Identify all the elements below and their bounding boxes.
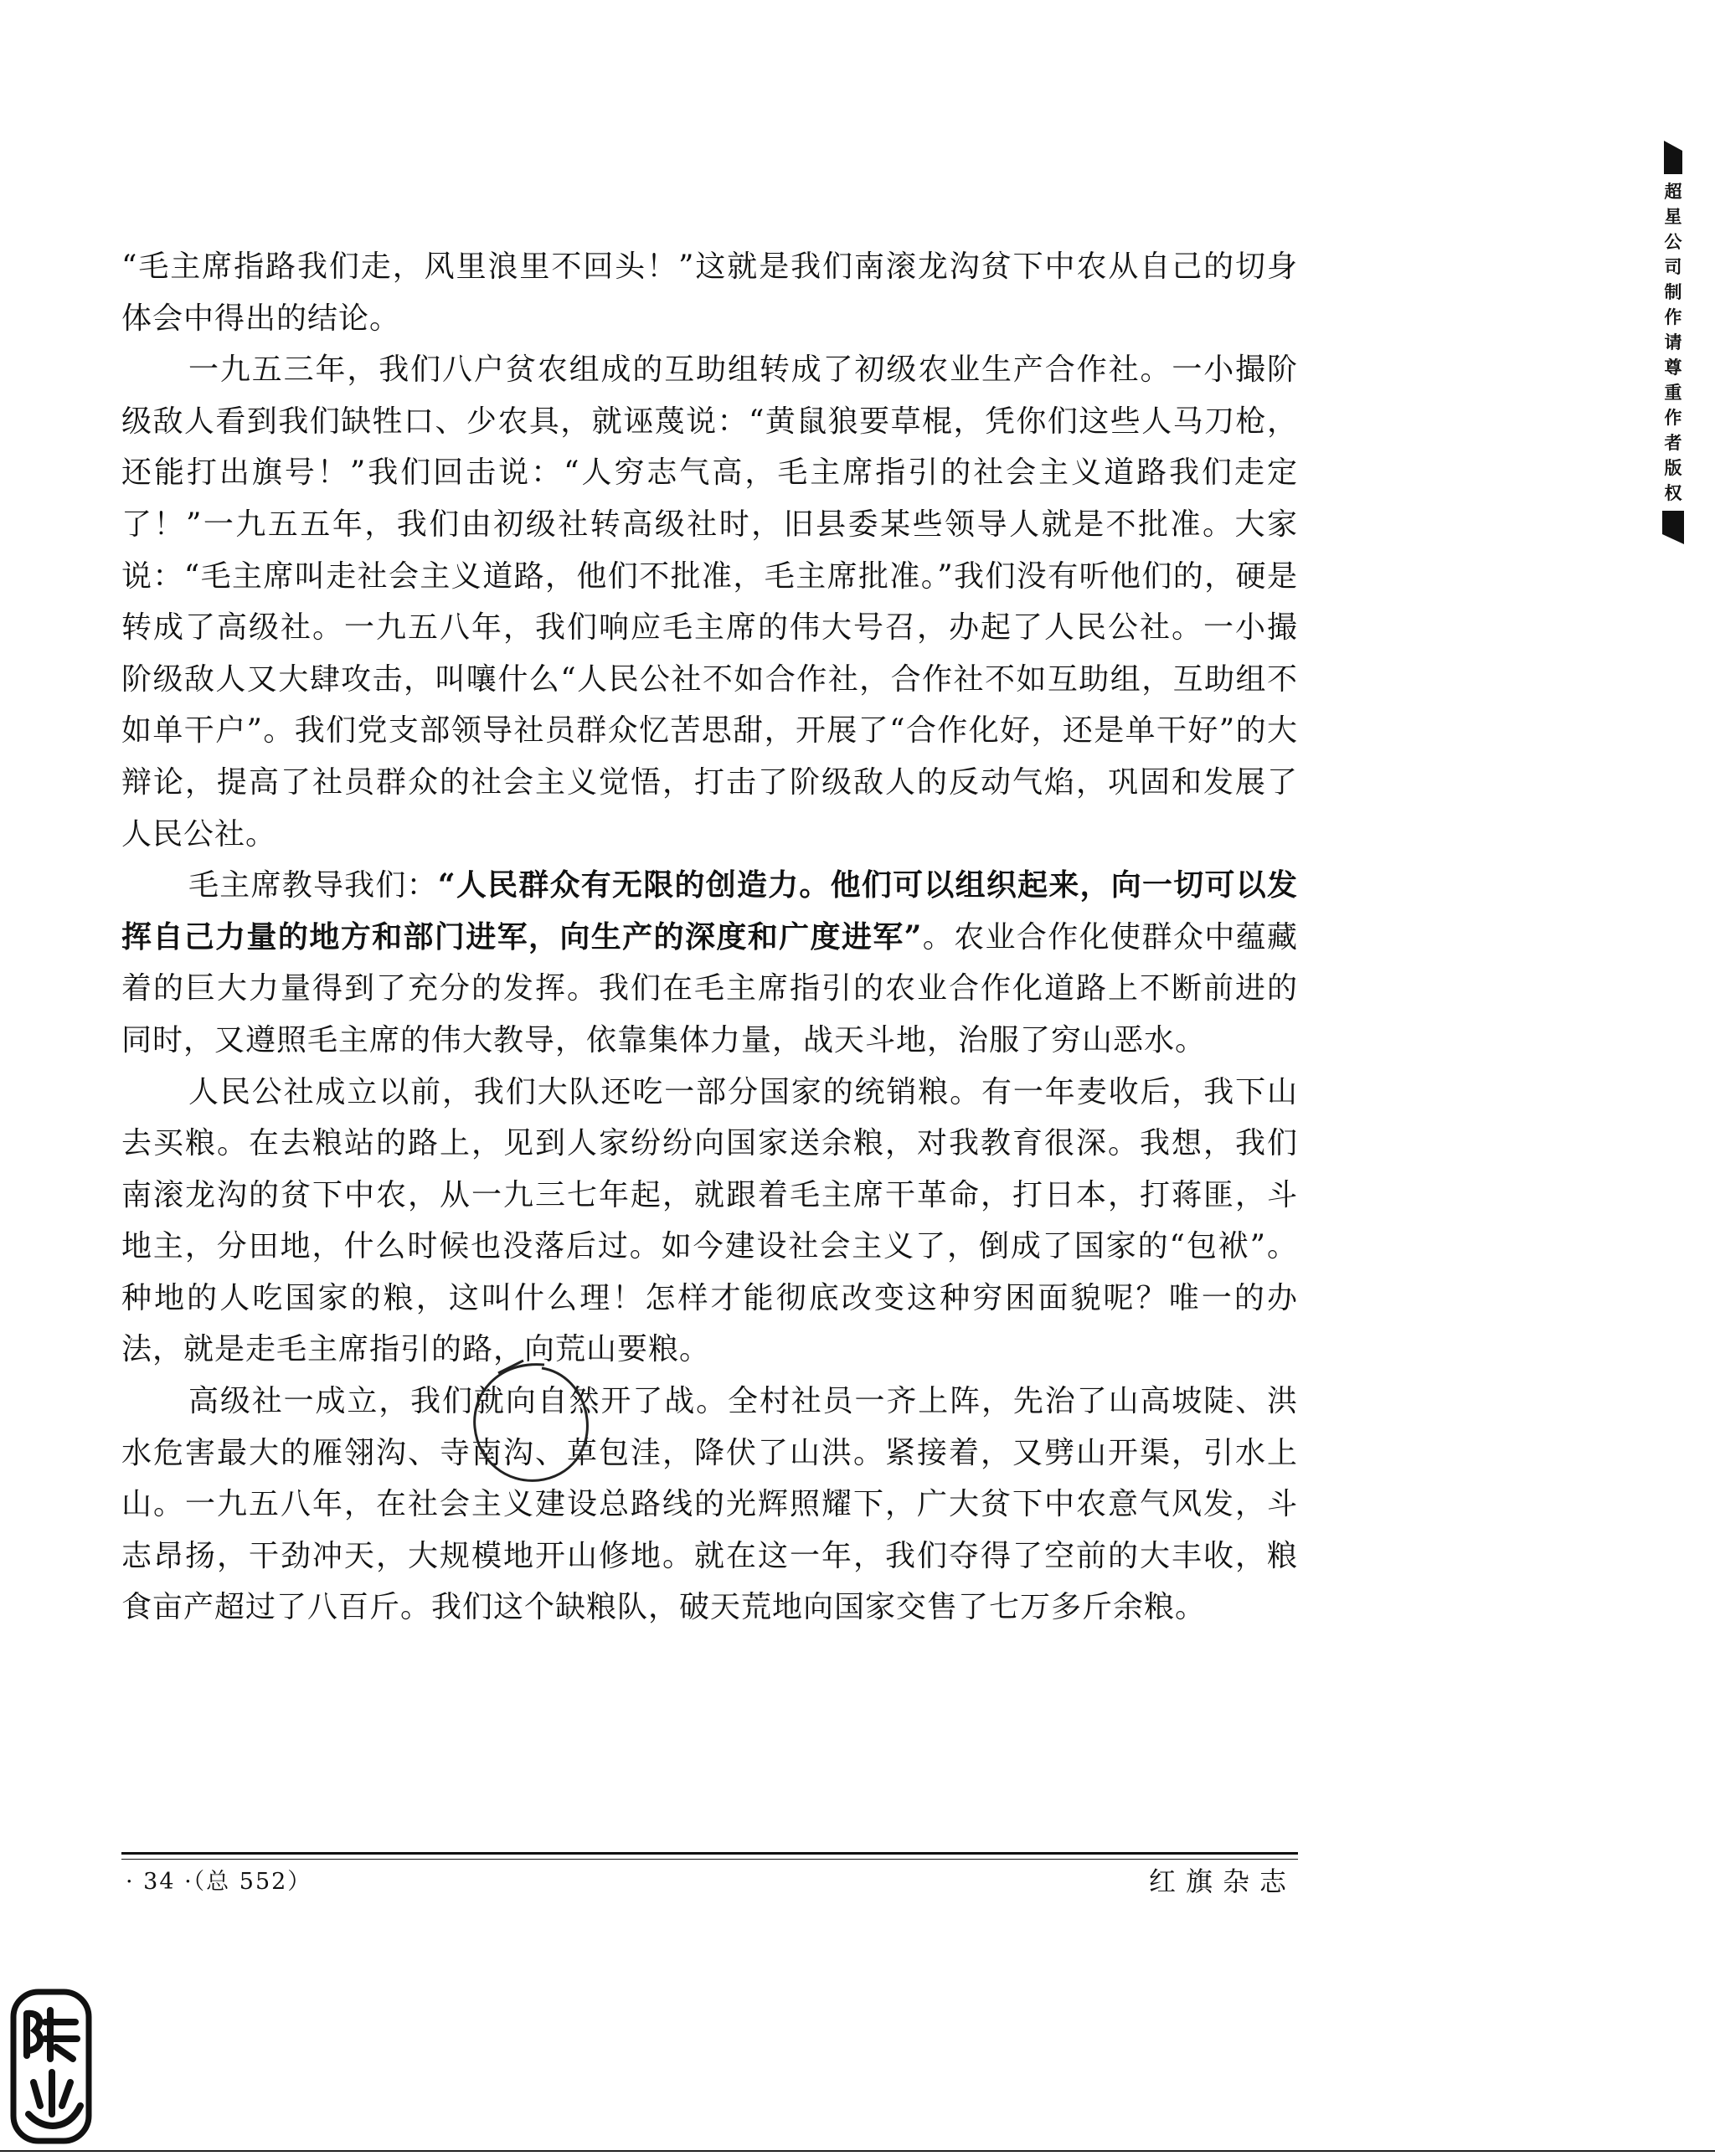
page-number: · 34 ·（总 552） xyxy=(126,1869,312,1895)
paragraph-1: “毛主席指路我们走，风里浪里不回头！”这就是我们南滚龙沟贫下中农从自己的切身体会中得出的结论。 xyxy=(121,250,1298,336)
paragraph-2: 一九五三年，我们八户贫农组成的互助组转成了初级农业生产合作社。一小撮阶级敌人看到我们缺牲口、少农具，就诬蔑说：“黄鼠狼要草棍，凭你们这些人马刀枪，还能打出旗号！”我们回击说：“人穷志气高，毛主席指引的社会主义道路我们走定了！”一九五五年，我们由初级社转高级社时，旧县委某些领导人就是不批准。大家说：“毛主席叫走社会主义道路，他们不批准，毛主席批准。”我们没有听他们的，硬是转成了高级社。一九五八年，我们响应毛主席的伟大号召，办起了人民公社。一小撮阶级敌人又大肆攻击，叫嚷什么“人民公社不如合作社，合作社不如互助组，互助组不如单干户”。我们党支部领导社员群众忆苦思甜，开展了“合作化好，还是单干好”的大辩论，提高了社员群众的社会主义觉悟，打击了阶级敌人的反动气焰，巩固和发展了人民公社。 xyxy=(121,352,1298,852)
footer-rule xyxy=(121,1852,1298,1860)
article-body xyxy=(121,241,1298,1634)
quote-lead: 毛主席教导我们： xyxy=(188,868,438,903)
paragraph-3-rest: 。农业合作化使群众中蕴藏着的巨大力量得到了充分的发挥。我们在毛主席指引的农业合作化道路上不断前进的同时，又遵照毛主席的伟大教导，依靠集体力量，战天斗地，治服了穷山恶水。 xyxy=(121,919,1298,1057)
copyright-banner xyxy=(1656,141,1690,544)
handwritten-circle-mark xyxy=(465,1356,599,1490)
paragraph-3 xyxy=(121,860,1298,1066)
mao-quote: “人民群众有无限的创造力。他们可以组织起来，向一切可以发挥自己力量的地方和部门进军，向生产的深度和广度进军” xyxy=(121,867,1298,955)
scan-bottom-edge xyxy=(0,2150,1715,2152)
banner-bottom-bar xyxy=(1662,511,1684,544)
paragraph-5: 高级社一成立，我们就向自然开了战。全村社员一齐上阵，先治了山高坡陡、洪水危害最大的雁翎沟、寺南沟、草包洼，降伏了山洪。紧接着，又劈山开渠，引水上山。一九五八年，在社会主义建设总路线的光辉照耀下，广大贫下中农意气风发，斗志昂扬，干劲冲天，大规模地开山修地。就在这一年，我们夺得了空前的大丰收，粮食亩产超过了八百斤。我们这个缺粮队，破天荒地向国家交售了七万多斤余粮。 xyxy=(121,1384,1298,1625)
seal-stamp xyxy=(10,1989,95,2148)
copyright-text: 超星公司制作请尊重作者版权 xyxy=(1664,182,1682,503)
banner-top-bar xyxy=(1664,141,1682,174)
paragraph-4: 人民公社成立以前，我们大队还吃一部分国家的统销粮。有一年麦收后，我下山去买粮。在去粮站的路上，见到人家纷纷向国家送余粮，对我教育很深。我想，我们南滚龙沟的贫下中农，从一九三七年起，就跟着毛主席干革命，打日本，打蒋匪，斗地主，分田地，什么时候也没落后过。如今建设社会主义了，倒成了国家的“包袱”。种地的人吃国家的粮，这叫什么理！怎样才能彻底改变这种穷困面貌呢？唯一的办法，就是走毛主席指引的路，向荒山要粮。 xyxy=(121,1074,1298,1367)
journal-title: 红旗杂志 xyxy=(1149,1865,1297,1897)
